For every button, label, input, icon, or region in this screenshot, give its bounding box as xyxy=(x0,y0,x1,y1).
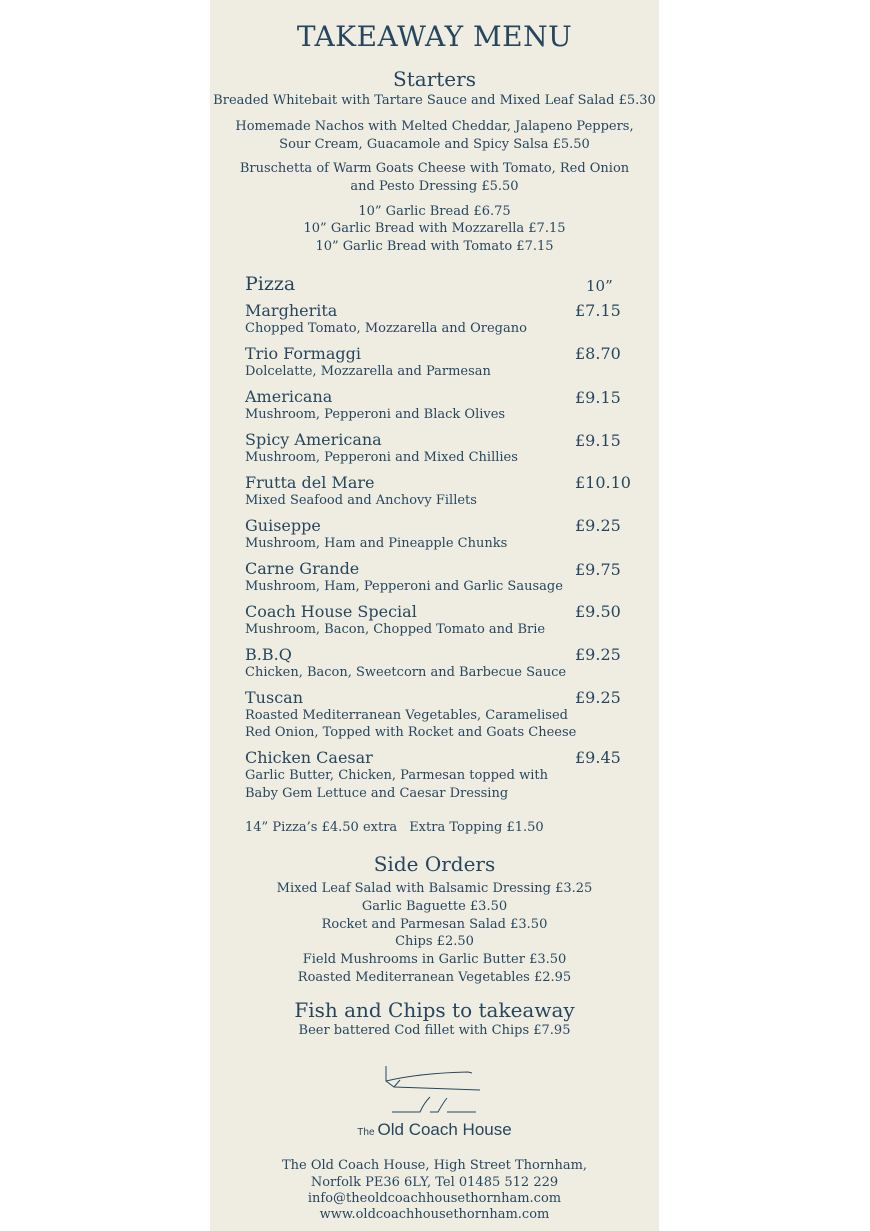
pizza-size-heading: 10” xyxy=(586,277,613,295)
pizza-name: Spicy Americana xyxy=(245,430,382,449)
menu-title: TAKEAWAY MENU xyxy=(296,20,573,53)
pizza-desc: Mixed Seafood and Anchovy Fillets xyxy=(245,493,477,508)
starter-line: and Pesto Dressing £5.50 xyxy=(350,179,519,194)
pizza-price: £9.25 xyxy=(575,516,621,535)
pizza-extras xyxy=(245,820,544,835)
pizza-desc: Dolcelatte, Mozzarella and Parmesan xyxy=(245,364,491,379)
pizza-name: Tuscan xyxy=(245,688,303,707)
logo-wordmark xyxy=(210,1120,659,1140)
starter-line: 10” Garlic Bread with Tomato £7.15 xyxy=(315,239,554,254)
pizza-desc: Roasted Mediterranean Vegetables, Caramelised xyxy=(245,708,568,723)
side-item: Rocket and Parmesan Salad £3.50 xyxy=(321,917,548,932)
pizza-price: £9.75 xyxy=(575,560,621,579)
pizza-desc: Baby Gem Lettuce and Caesar Dressing xyxy=(245,786,509,801)
pizza-desc: Mushroom, Bacon, Chopped Tomato and Brie xyxy=(245,622,546,637)
pizza-name: Guiseppe xyxy=(245,516,321,535)
extra-topping-note: Extra Topping £1.50 xyxy=(409,820,544,835)
side-item: Field Mushrooms in Garlic Butter £3.50 xyxy=(302,952,567,967)
starter-line: Bruschetta of Warm Goats Cheese with Tomato, Red Onion xyxy=(239,161,630,176)
pizza-heading: Pizza xyxy=(245,273,296,295)
starter-line: Sour Cream, Guacamole and Spicy Salsa £5.50 xyxy=(279,137,590,152)
pizza-name: Carne Grande xyxy=(245,559,360,578)
fish-heading: Fish and Chips to takeaway xyxy=(294,998,575,1022)
contact-website: www.oldcoachhousethornham.com xyxy=(319,1207,550,1222)
menu-panel xyxy=(210,0,659,1231)
pizza-desc: Chopped Tomato, Mozzarella and Oregano xyxy=(245,321,527,336)
starter-line: 10” Garlic Bread with Mozzarella £7.15 xyxy=(303,221,566,236)
starter-line: Breaded Whitebait with Tartare Sauce and Mixed Leaf Salad £5.30 xyxy=(213,93,656,108)
pizza-name: B.B.Q xyxy=(245,645,292,664)
pizza-desc: Chicken, Bacon, Sweetcorn and Barbecue Sauce xyxy=(245,665,567,680)
pizza-name: Coach House Special xyxy=(245,602,417,621)
pizza-name: Frutta del Mare xyxy=(245,473,375,492)
contact-phone: Norfolk PE36 6LY, Tel 01485 512 229 xyxy=(310,1175,559,1190)
starter-line: Homemade Nachos with Melted Cheddar, Jalapeno Peppers, xyxy=(235,119,634,134)
sides-heading: Side Orders xyxy=(373,852,496,876)
pizza-price: £9.25 xyxy=(575,645,621,664)
logo-the: The xyxy=(357,1127,375,1138)
pizza-price: £8.70 xyxy=(575,344,621,363)
pizza-desc: Garlic Butter, Chicken, Parmesan topped with xyxy=(245,768,548,783)
pizza-price: £7.15 xyxy=(575,301,621,320)
fish-item: Beer battered Cod fillet with Chips £7.95 xyxy=(298,1023,571,1038)
pizza-desc: Mushroom, Pepperoni and Black Olives xyxy=(245,407,506,422)
coach-house-logo-icon xyxy=(380,1063,490,1119)
starters-heading: Starters xyxy=(393,67,476,91)
starter-line: 10” Garlic Bread £6.75 xyxy=(358,204,511,219)
pizza-desc: Mushroom, Ham and Pineapple Chunks xyxy=(245,536,508,551)
pizza-price: £10.10 xyxy=(575,473,631,492)
pizza-price: £9.15 xyxy=(575,431,621,450)
pizza-desc: Mushroom, Ham, Pepperoni and Garlic Sausage xyxy=(245,579,563,594)
pizza-price: £9.15 xyxy=(575,388,621,407)
extra-size-note: 14” Pizza’s £4.50 extra xyxy=(245,820,398,835)
pizza-price: £9.25 xyxy=(575,688,621,707)
pizza-desc: Mushroom, Pepperoni and Mixed Chillies xyxy=(245,450,518,465)
side-item: Garlic Baguette £3.50 xyxy=(361,899,508,914)
pizza-name: Margherita xyxy=(245,301,338,320)
side-item: Chips £2.50 xyxy=(395,934,474,949)
pizza-desc: Red Onion, Topped with Rocket and Goats Cheese xyxy=(245,725,577,740)
side-item: Roasted Mediterranean Vegetables £2.95 xyxy=(297,970,572,985)
pizza-name: Americana xyxy=(245,387,333,406)
pizza-name: Trio Formaggi xyxy=(245,344,361,363)
logo-name: Old Coach House xyxy=(377,1120,512,1139)
pizza-price: £9.50 xyxy=(575,602,621,621)
pizza-price: £9.45 xyxy=(575,748,621,767)
contact-address: The Old Coach House, High Street Thornham, xyxy=(281,1158,588,1173)
pizza-name: Chicken Caesar xyxy=(245,748,373,767)
contact-email: info@theoldcoachhousethornham.com xyxy=(307,1191,562,1206)
side-item: Mixed Leaf Salad with Balsamic Dressing £3.25 xyxy=(276,881,593,896)
